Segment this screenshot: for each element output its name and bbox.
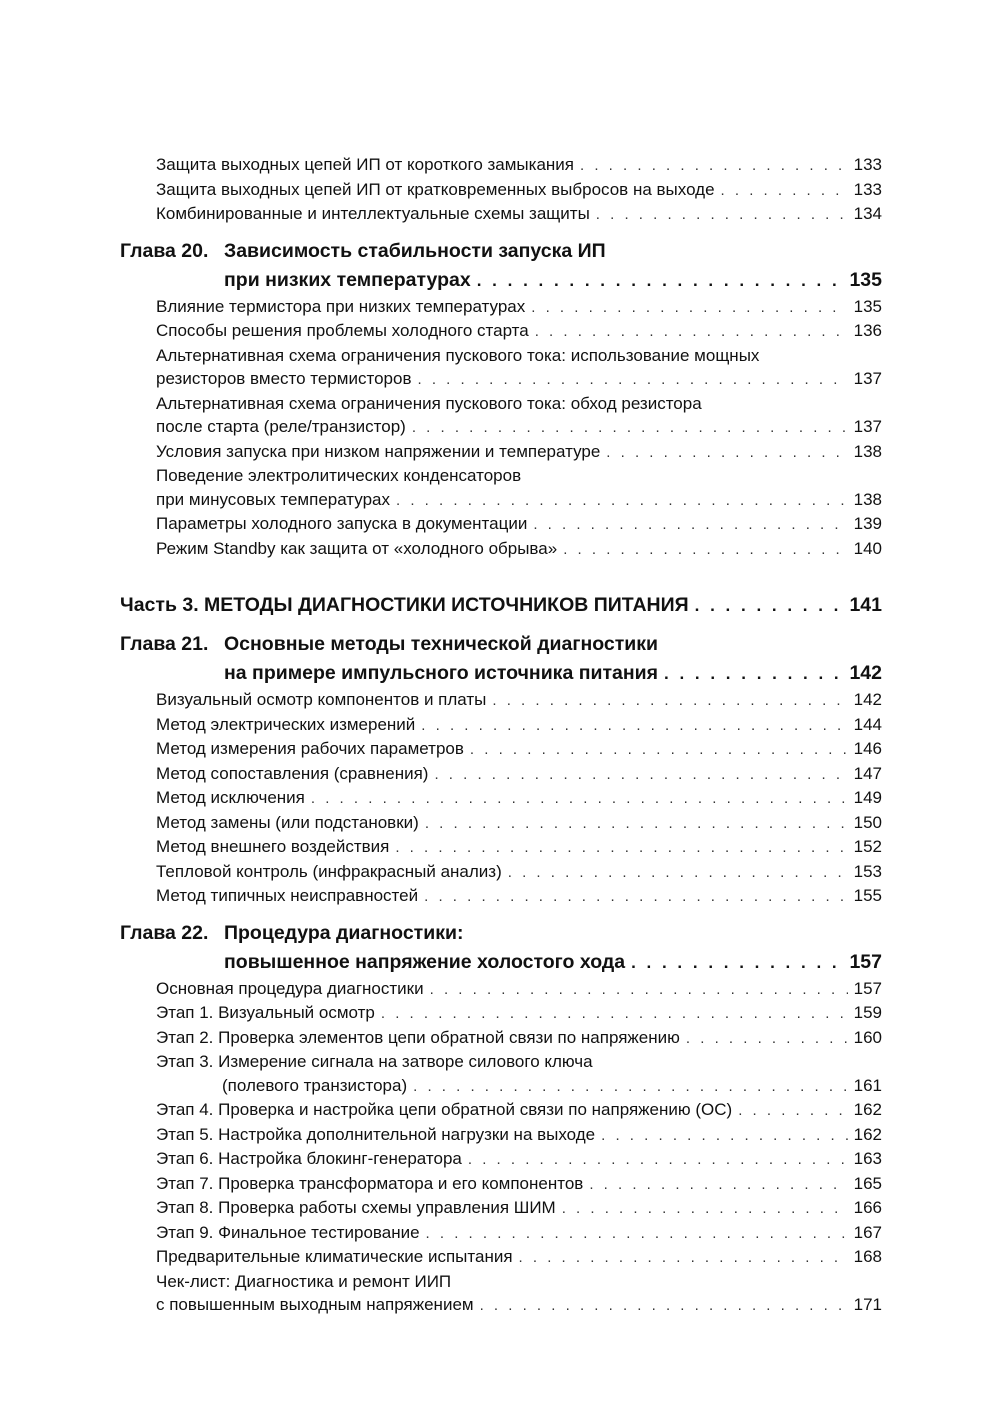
page-number: 135	[853, 296, 882, 316]
entry-text: Защита выходных цепей ИП от короткого замыкания	[156, 155, 575, 174]
entry-text: Этап 4. Проверка и настройка цепи обратной связи по напряжению (ОС)	[156, 1100, 733, 1119]
dot-leader	[695, 591, 844, 620]
dot-leader	[470, 738, 848, 762]
toc-entry	[156, 1050, 882, 1098]
entry-text: Визуальный осмотр компонентов и платы	[156, 690, 487, 709]
chapter-20-heading	[120, 237, 882, 295]
toc-entry	[156, 1245, 882, 1270]
dot-leader	[664, 659, 843, 688]
page-number: 138	[853, 441, 882, 461]
page-number: 162	[853, 1124, 882, 1144]
toc-entry	[156, 178, 882, 203]
dot-leader	[596, 203, 848, 227]
page-number: 139	[853, 514, 882, 533]
dot-leader	[395, 836, 847, 860]
page-number: 142	[849, 662, 882, 684]
entry-text: при минусовых температурах	[156, 489, 391, 509]
toc-entry	[156, 392, 882, 440]
toc-entry	[156, 1147, 882, 1172]
toc-entry	[156, 440, 882, 465]
page-number: 137	[853, 417, 882, 436]
page-number: 150	[853, 812, 882, 832]
entry-text: Метод замены (или подстановки)	[156, 812, 419, 832]
entry-text: Этап 2. Проверка элементов цепи обратной связи по напряжению	[156, 1027, 680, 1047]
dot-leader	[396, 489, 848, 513]
dot-leader	[738, 1099, 847, 1123]
toc-entry	[156, 688, 882, 713]
entry-text: Метод исключения	[156, 788, 305, 807]
page-number: 153	[853, 861, 882, 881]
dot-leader	[426, 1222, 848, 1246]
entry-text: (полевого транзистора)	[222, 1075, 408, 1095]
toc-entry	[156, 1026, 882, 1051]
page-number: 165	[853, 1173, 882, 1193]
dot-leader	[631, 948, 843, 977]
entry-text: Защита выходных цепей ИП от кратковременных выбросов на выходе	[156, 179, 715, 199]
entry-text: Этап 6. Настройка блокинг-генератора	[156, 1149, 462, 1168]
entry-text: Поведение электролитических конденсаторов	[156, 466, 522, 485]
page-number: 138	[853, 489, 882, 509]
entry-text: Этап 1. Визуальный осмотр	[156, 1003, 375, 1022]
entry-text: Тепловой контроль (инфракрасный анализ)	[156, 861, 502, 881]
page-number: 157	[853, 978, 882, 998]
entry-text: Альтернативная схема ограничения пускового тока: использование мощных	[156, 345, 760, 365]
entry-text: Метод внешнего воздействия	[156, 837, 390, 856]
page-number: 141	[849, 594, 882, 616]
entry-text: Способы решения проблемы холодного старта	[156, 321, 529, 340]
page-number: 161	[853, 1075, 882, 1095]
dot-leader	[424, 885, 848, 909]
entry-text: с повышенным выходным напряжением	[156, 1295, 474, 1314]
part-3-heading	[120, 591, 882, 620]
toc-entry	[156, 1123, 882, 1148]
entry-text: Этап 8. Проверка работы схемы управления ШИМ	[156, 1198, 556, 1217]
page-number: 137	[853, 369, 882, 388]
entry-text: Глава 21.	[120, 633, 209, 655]
dot-leader	[519, 1246, 848, 1270]
entry-text: Влияние термистора при низких температурах	[156, 296, 526, 316]
toc-entry	[156, 464, 882, 512]
dot-leader	[601, 1124, 847, 1148]
toc-entry	[156, 1270, 882, 1318]
dot-leader	[533, 513, 847, 537]
chapter-21-heading	[120, 630, 882, 688]
entry-text: Часть 3. МЕТОДЫ ДИАГНОСТИКИ ИСТОЧНИКОВ ПИТАНИЯ	[120, 594, 689, 616]
entry-text: при низких температурах	[224, 268, 471, 291]
dot-leader	[562, 1197, 848, 1221]
entry-text: Этап 3. Измерение сигнала на затворе силового ключа	[156, 1052, 593, 1071]
toc-entry	[156, 835, 882, 860]
entry-text: Метод электрических измерений	[156, 714, 416, 734]
dot-leader	[381, 1002, 848, 1026]
page-number: 133	[853, 179, 882, 199]
entry-text: Чек-лист: Диагностика и ремонт ИИП	[156, 1271, 452, 1291]
dot-leader	[480, 1294, 848, 1318]
entry-text: Глава 22.	[120, 921, 209, 944]
toc-entry	[156, 977, 882, 1002]
entry-text: Метод типичных неисправностей	[156, 886, 419, 905]
toc-entry	[156, 860, 882, 885]
toc-entry	[156, 1196, 882, 1221]
entry-text: Этап 7. Проверка трансформатора и его компонентов	[156, 1173, 584, 1193]
dot-leader	[425, 812, 848, 836]
dot-leader	[606, 441, 847, 465]
toc-entry	[156, 344, 882, 392]
entry-text: Процедура диагностики:	[224, 921, 464, 944]
toc-entry	[156, 1001, 882, 1026]
page-number: 134	[853, 204, 882, 223]
entry-text: Режим Standby как защита от «холодного обрыва»	[156, 538, 558, 558]
page-number: 162	[853, 1100, 882, 1119]
toc-entry	[156, 1172, 882, 1197]
toc-entry	[156, 1098, 882, 1123]
entry-text: Условия запуска при низком напряжении и температуре	[156, 441, 601, 461]
page-number: 149	[853, 788, 882, 807]
toc-entry	[156, 811, 882, 836]
dot-leader	[413, 1075, 848, 1099]
page-number: 147	[853, 763, 882, 783]
entry-text: Альтернативная схема ограничения пускового тока: обход резистора	[156, 393, 702, 413]
entry-text: после старта (реле/транзистор)	[156, 417, 406, 436]
toc-entry	[156, 295, 882, 320]
page-number: 135	[849, 268, 882, 291]
entry-text: Этап 5. Настройка дополнительной нагрузки на выходе	[156, 1124, 596, 1144]
page-number: 144	[853, 714, 882, 734]
dot-leader	[508, 861, 848, 885]
toc-entry	[156, 319, 882, 344]
toc-entry	[156, 537, 882, 562]
page-number: 157	[849, 950, 882, 973]
entry-text: Метод измерения рабочих параметров	[156, 739, 464, 758]
entry-text: Комбинированные и интеллектуальные схемы защиты	[156, 204, 590, 223]
entry-text: Предварительные климатические испытания	[156, 1247, 513, 1266]
dot-leader	[589, 1173, 847, 1197]
dot-leader	[580, 154, 848, 178]
dot-leader	[563, 538, 847, 562]
dot-leader	[468, 1148, 848, 1172]
toc-entry	[156, 1221, 882, 1246]
chapter-22-heading	[120, 919, 882, 977]
dot-leader	[492, 689, 847, 713]
dot-leader	[311, 787, 848, 811]
entry-text: на примере импульсного источника питания	[224, 662, 659, 684]
page-number: 163	[853, 1149, 882, 1168]
page-number: 152	[853, 837, 882, 856]
toc-entry	[156, 713, 882, 738]
toc-entry	[156, 737, 882, 762]
dot-leader	[721, 179, 848, 203]
page-number: 159	[853, 1003, 882, 1022]
page-number: 160	[853, 1027, 882, 1047]
dot-leader	[434, 763, 847, 787]
dot-leader	[686, 1027, 848, 1051]
dot-leader	[412, 416, 848, 440]
dot-leader	[477, 266, 844, 295]
toc-entry	[156, 153, 882, 178]
dot-leader	[535, 320, 848, 344]
dot-leader	[430, 978, 848, 1002]
entry-text: резисторов вместо термисторов	[156, 369, 412, 388]
toc-entry	[156, 202, 882, 227]
toc-entry	[156, 786, 882, 811]
page-number: 133	[853, 155, 882, 174]
dot-leader	[531, 296, 847, 320]
dot-leader	[417, 368, 847, 392]
page-number: 168	[853, 1247, 882, 1266]
table-of-contents	[0, 153, 1000, 1318]
entry-text: Зависимость стабильности запуска ИП	[224, 239, 606, 262]
toc-entry	[156, 884, 882, 909]
dot-leader	[421, 714, 847, 738]
page-number: 167	[853, 1222, 882, 1242]
page-number: 142	[853, 690, 882, 709]
entry-text: Основные методы технической диагностики	[224, 633, 659, 655]
page-number: 136	[853, 321, 882, 340]
page-number: 155	[853, 886, 882, 905]
page-number: 146	[853, 739, 882, 758]
page-number: 171	[853, 1295, 882, 1314]
entry-text: Параметры холодного запуска в документации	[156, 514, 528, 533]
entry-text: повышенное напряжение холостого хода	[224, 950, 626, 973]
toc-entry	[156, 762, 882, 787]
entry-text: Основная процедура диагностики	[156, 978, 424, 998]
entry-text: Глава 20.	[120, 239, 209, 262]
page-number: 166	[853, 1198, 882, 1217]
entry-text: Метод сопоставления (сравнения)	[156, 763, 429, 783]
entry-text: Этап 9. Финальное тестирование	[156, 1222, 420, 1242]
page-number: 140	[853, 538, 882, 558]
toc-entry	[156, 512, 882, 537]
